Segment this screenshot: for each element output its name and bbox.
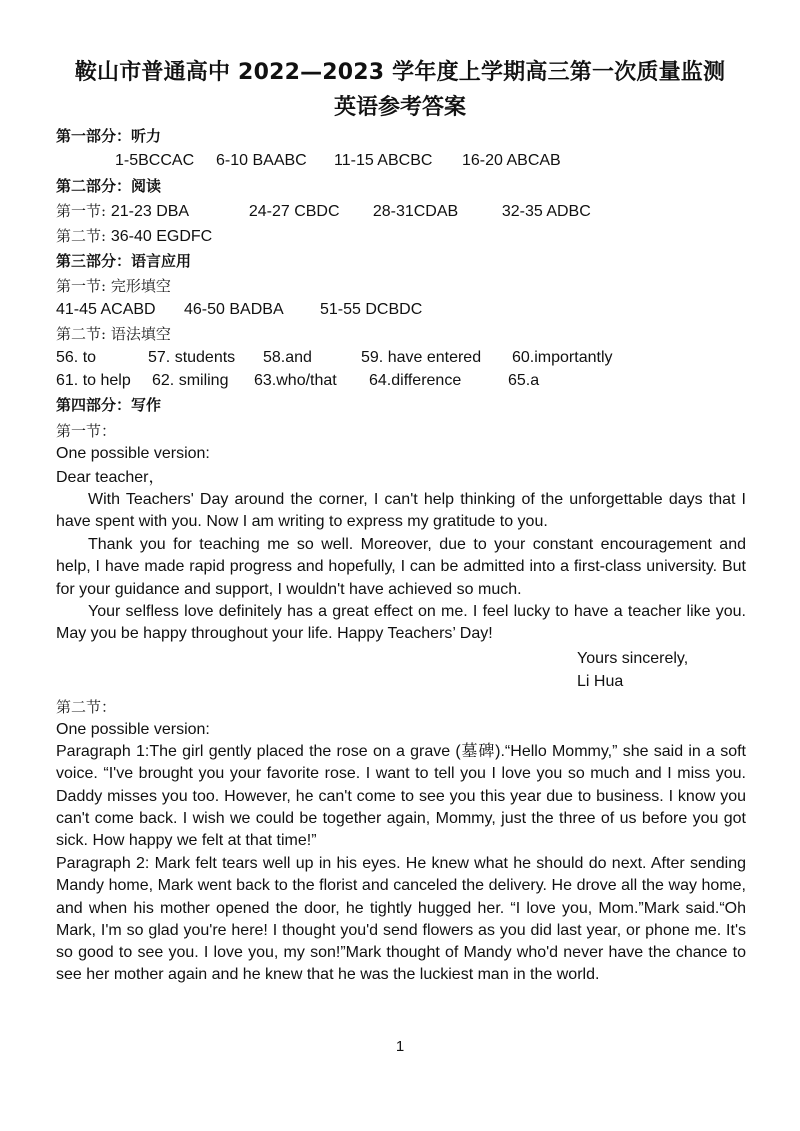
part3-section2-row1 bbox=[56, 348, 613, 368]
answer-item: 57. students bbox=[148, 349, 236, 366]
answer-group: 32-35 ADBC bbox=[501, 203, 591, 220]
part3-section1-answers bbox=[56, 300, 422, 320]
writing-section1-label: 第一节： bbox=[56, 422, 117, 440]
answer-item: 59. have entered bbox=[361, 349, 482, 366]
part3-section2-row2 bbox=[56, 371, 539, 391]
part2-section1 bbox=[56, 201, 591, 222]
answer-group: 51-55 DCBDC bbox=[320, 301, 423, 318]
writing-section2-label: 第二节： bbox=[56, 698, 117, 716]
part2-heading: 第二部分：阅读 bbox=[56, 177, 162, 195]
answer-item: 62. smiling bbox=[152, 372, 229, 389]
answer-group: 36-40 EGDFC bbox=[110, 228, 213, 245]
answer-group: 16-20 ABCAB bbox=[462, 152, 561, 169]
answer-item: 65.a bbox=[508, 372, 540, 389]
answer-item: 58.and bbox=[263, 349, 312, 366]
part2-section2 bbox=[56, 226, 212, 247]
answer-group: 11-15 ABCBC bbox=[334, 152, 433, 169]
answer-group: 21-23 DBA bbox=[110, 203, 190, 220]
answer-item: 63.who/that bbox=[254, 372, 337, 389]
answer-item: 61. to help bbox=[56, 372, 131, 389]
part1-heading: 第一部分：听力 bbox=[56, 127, 162, 145]
page-number: 1 bbox=[395, 1038, 405, 1055]
answer-group: 24-27 CBDC bbox=[248, 203, 340, 220]
letter-paragraph: Your selfless love definitely has a great effect on me. I feel lucky to have a teacher like you. May you be happy throughout your life. Happy Teachers’ Day! bbox=[56, 603, 746, 643]
section-label: 第一节: bbox=[56, 202, 111, 220]
part1-answers bbox=[115, 151, 561, 171]
answer-group: 6-10 BAABC bbox=[216, 152, 307, 169]
writing-section1-version: One possible version: bbox=[56, 445, 210, 462]
answer-group: 1-5BCCAC bbox=[115, 152, 195, 169]
answer-group: 41-45 ACABD bbox=[56, 301, 156, 318]
section-label: 第二节: bbox=[56, 227, 111, 245]
letter-greeting: Dear teacher， bbox=[56, 469, 165, 486]
writing-section2-version: One possible version: bbox=[56, 721, 210, 738]
part4-heading: 第四部分：写作 bbox=[56, 396, 162, 414]
answer-item: 56. to bbox=[56, 349, 97, 366]
answer-group: 28-31CDAB bbox=[372, 203, 459, 220]
letter-closing: Yours sincerely, bbox=[577, 650, 689, 667]
part3-section2-label: 第二节: 语法填空 bbox=[56, 325, 171, 343]
letter-signature: Li Hua bbox=[577, 673, 624, 690]
page-title: 鞍山市普通高中 2022—2023 学年度上学期高三第一次质量监测 bbox=[74, 60, 726, 85]
story-paragraph-1: Paragraph 1:The girl gently placed the rose on a grave (墓碑).“Hello Mommy,” she said in a soft voice. “I've brought you your favorite rose. I want to tell you I love you so much and I miss you. Daddy misses you too. However, he can't come to see you this year due to business. I know you can't come back. I wish we could be together again, Mommy, just the three of us before you got sick. How happy we felt at that time!” bbox=[56, 743, 746, 850]
letter-paragraph: With Teachers' Day around the corner, I can't help thinking of the unforgettable days that I have spent with you. Now I am writing to express my gratitude to you. bbox=[56, 491, 746, 531]
part3-heading: 第三部分：语言应用 bbox=[56, 252, 192, 270]
answer-group: 46-50 BADBA bbox=[184, 301, 284, 318]
answer-item: 64.difference bbox=[369, 372, 462, 389]
letter-paragraph: Thank you for teaching me so well. Moreover, due to your constant encouragement and help, I have made rapid progress and hopefully, I can be admitted into a first-class university. But for your guidance and support, I wouldn't have achieved so much. bbox=[56, 536, 746, 598]
page-subtitle: 英语参考答案 bbox=[333, 95, 466, 120]
answer-item: 60.importantly bbox=[512, 349, 613, 366]
part3-section1-label: 第一节: 完形填空 bbox=[56, 277, 171, 295]
story-paragraph-2: Paragraph 2: Mark felt tears well up in his eyes. He knew what he should do next. After sending Mandy home, Mark went back to the florist and canceled the delivery. He drove all the way home, and when his mother opened the door, he tightly hugged her. “I love you, Mom.”Mark said.“Oh Mark, I'm so glad you're here! I thought you'd send flowers as you did last year, or phone me. It's so good to see you. I love you, my son!”Mark thought of Mandy who'd never have the chance to see her mother again and he knew that he was the luckiest man in the world. bbox=[56, 855, 746, 984]
